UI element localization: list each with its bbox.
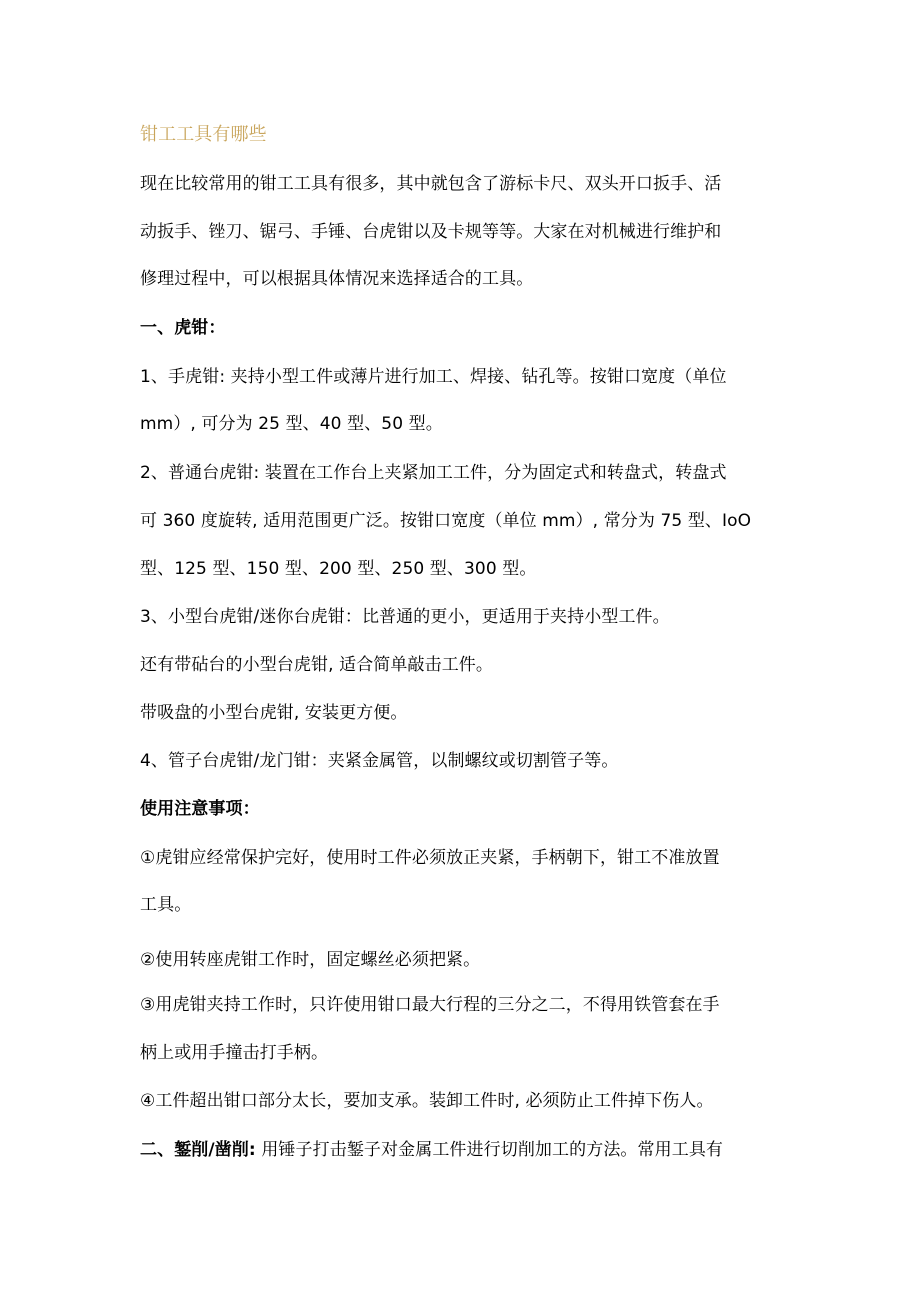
document-title: 钳工工具有哪些 bbox=[140, 124, 267, 145]
precaution3-line-2: 柄上或用手撞击打手柄。 bbox=[140, 1043, 329, 1063]
precaution4-text: ④工件超出钳口部分太长，要加支承。装卸工件时, 必须防止工件掉下伤人。 bbox=[140, 1091, 714, 1111]
intro-line-1: 现在比较常用的钳工工具有很多，其中就包含了游标卡尺、双头开口扳手、活 bbox=[140, 174, 722, 194]
precaution3-line-1: ③用虎钳夹持工作时，只许使用钳口最大行程的三分之二，不得用铁管套在手 bbox=[140, 995, 720, 1015]
section2-text: 用锤子打击錾子对金属工件进行切削加工的方法。常用工具有 bbox=[255, 1140, 724, 1160]
precaution1-line-2: 工具。 bbox=[140, 895, 192, 915]
item3-text: 3、小型台虎钳/迷你台虎钳：比普通的更小，更适用于夹持小型工件。 bbox=[140, 607, 670, 627]
item2-line-1: 2、普通台虎钳: 装置在工作台上夹紧加工工件，分为固定式和转盘式，转盘式 bbox=[140, 463, 727, 483]
item1-line-1: 1、手虎钳: 夹持小型工件或薄片进行加工、焊接、钻孔等。按钳口宽度（单位 bbox=[140, 367, 727, 387]
precautions-heading: 使用注意事项： bbox=[140, 799, 260, 819]
note-suction-vise: 带吸盘的小型台虎钳, 安装更方便。 bbox=[140, 703, 408, 723]
item4-text: 4、管子台虎钳/龙门钳：夹紧金属管，以制螺纹或切割管子等。 bbox=[140, 751, 619, 771]
note-anvil-vise: 还有带砧台的小型台虎钳, 适合简单敲击工件。 bbox=[140, 655, 494, 675]
item2-line-2: 可 360 度旋转, 适用范围更广泛。按钳口宽度（单位 mm）, 常分为 75 型、IoO bbox=[140, 511, 752, 531]
intro-line-3: 修理过程中，可以根据具体情况来选择适合的工具。 bbox=[140, 269, 534, 289]
intro-line-2: 动扳手、锉刀、锯弓、手锤、台虎钳以及卡规等等。大家在对机械进行维护和 bbox=[140, 222, 722, 242]
section-heading-vise: 一、虎钳： bbox=[140, 318, 226, 338]
section2-line bbox=[140, 1139, 780, 1161]
item2-line-3: 型、125 型、150 型、200 型、250 型、300 型。 bbox=[140, 559, 537, 579]
precaution1-line-1: ①虎钳应经常保护完好，使用时工件必须放正夹紧，手柄朝下，钳工不准放置 bbox=[140, 848, 720, 868]
item1-line-2: mm）, 可分为 25 型、40 型、50 型。 bbox=[140, 414, 443, 434]
section-heading-chiseling: 二、錾削/凿削: bbox=[140, 1140, 256, 1160]
precaution2-text: ②使用转座虎钳工作时，固定螺丝必须把紧。 bbox=[140, 950, 481, 970]
